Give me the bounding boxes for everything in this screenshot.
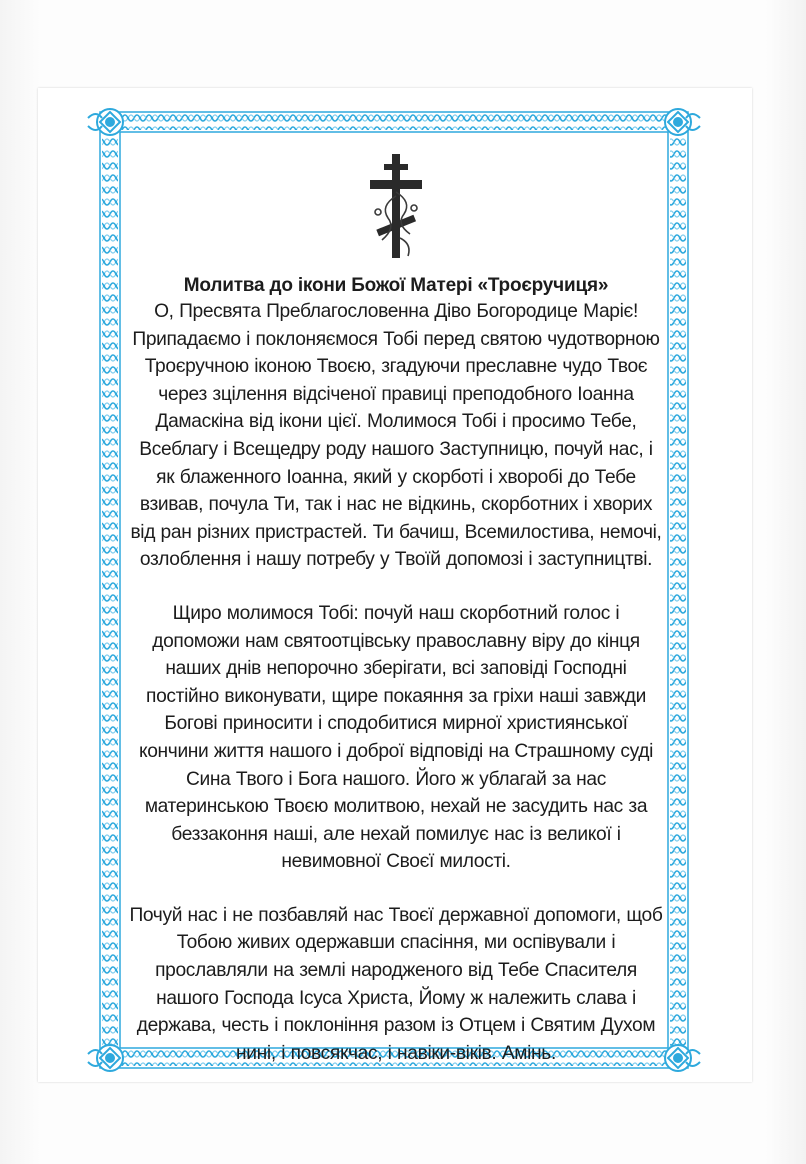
text-line: Щиро молимося Тобі: почуй наш скорботний голос і	[172, 602, 620, 624]
corner-ornament-top-right	[665, 109, 700, 135]
text-line: прославляли на землі народженого від Тебе Спасителя	[155, 960, 637, 982]
orthodox-cross-icon	[356, 152, 436, 262]
text-line: наших днів непорочно зберігати, всі заповіді Господні	[165, 658, 627, 680]
text-line: через зцілення відсіченої правиці преподобного Іоанна	[158, 383, 634, 405]
text-line: нашого Господа Ісуса Христа, Йому ж належить слава і	[156, 987, 636, 1009]
text-line: Припадаємо і поклоняємося Тобі перед святою чудотворною	[132, 328, 660, 350]
text-line: Дамаскіна від ікони цієї. Молимося Тобі і просимо Тебе,	[155, 411, 637, 433]
prayer-card	[38, 88, 752, 1082]
text-line: кончини життя нашого і доброї відповіді на Страшному суді	[138, 740, 654, 762]
prayer-paragraph-1	[116, 298, 676, 574]
text-line: нині, і повсякчас, і навіки-віків. Амінь.	[236, 1042, 556, 1064]
text-line: Троєручною іконою Твоєю, згадуючи преславне чудо Твоє	[144, 356, 648, 378]
prayer-content	[116, 152, 676, 1067]
text-line: невимовної Своєї милості.	[281, 851, 511, 873]
text-line: як блаженного Іоанна, який у скорботі і хворобі до Тебе	[156, 466, 636, 488]
text-line: постійно виконувати, щире покаяння за гріхи наші завжди	[146, 685, 646, 707]
cross-emblem	[116, 152, 676, 262]
text-line: Сина Твого і Бога нашого. Його ж ублагай за нас	[186, 768, 606, 790]
text-line: від ран різних пристрастей. Ти бачиш, Всемилостива, немочі,	[130, 521, 662, 543]
text-line: О, Пресвята Преблагословенна Діво Богородице Маріє!	[154, 301, 638, 322]
text-line: Тобою живих одержавши спасіння, ми оспівували і	[176, 932, 616, 954]
paragraph-spacer	[116, 574, 676, 600]
text-line: беззаконня наші, але нехай помилує нас із великої і	[171, 823, 621, 845]
text-line: материнською Твоєю молитвою, нехай не засудить нас за	[144, 796, 648, 818]
text-line: озлоблення і нашу потребу у Твоїй допомозі і заступництві.	[139, 549, 653, 571]
text-line: Почуй нас і не позбавляй нас Твоєї державної допомоги, щоб	[129, 904, 663, 926]
text-line: взивав, почула Ти, так і нас не відкинь, скорботних і хворих	[139, 494, 653, 516]
prayer-paragraph-3	[116, 902, 676, 1068]
corner-ornament-top-left	[88, 109, 123, 135]
text-line: допоможи нам святоотцівську православну віру до кінця	[152, 630, 640, 652]
text-line: Богові приносити і сподобитися мирної християнської	[164, 713, 628, 735]
text-line: Всеблагу і Всещедру роду нашого Заступницю, почуй нас, і	[139, 438, 653, 460]
prayer-paragraph-2	[116, 600, 676, 876]
paragraph-spacer	[116, 876, 676, 902]
prayer-title: Молитва до ікони Божої Матері «Троєручиця»	[183, 275, 609, 296]
text-line: держава, честь і поклоніння разом із Отцем і Святим Духом	[136, 1015, 656, 1037]
